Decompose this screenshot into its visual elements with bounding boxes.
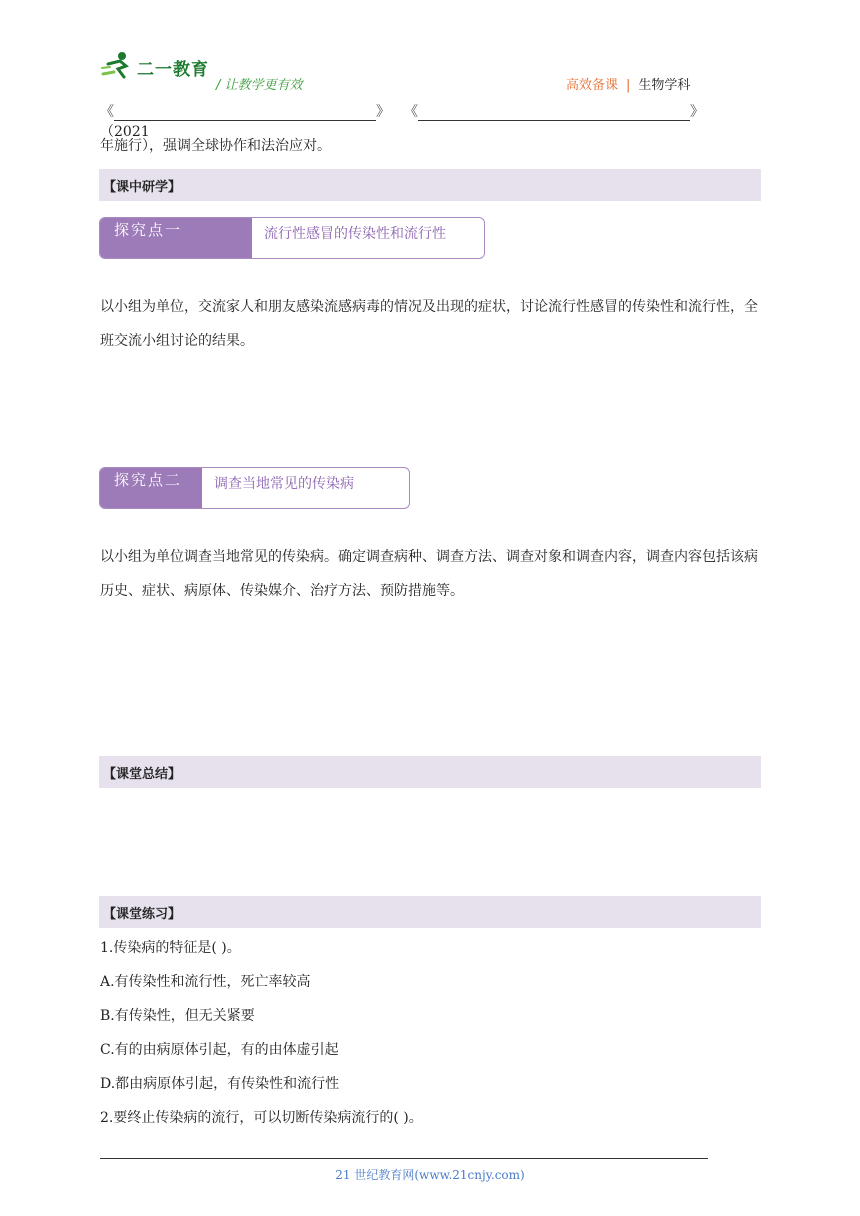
option-a: A.有传染性和流行性，死亡率较高: [100, 974, 311, 990]
explore-1-text: 以小组为单位，交流家人和朋友感染流感病毒的情况及出现的症状，讨论流行性感冒的传染性和流行性，全班交流小组讨论的结果。: [100, 299, 758, 349]
section-title: 【课堂总结】: [103, 767, 182, 782]
section-study: [99, 169, 761, 201]
header-label-prep: 高效备课: [566, 78, 619, 93]
question-1: 1.传染病的特征是( )。: [100, 940, 241, 956]
header-label-subject: 生物学科: [638, 78, 691, 93]
bracket-close: 》: [376, 104, 390, 120]
header-separator: |: [626, 78, 631, 93]
explore-tag-2: [99, 467, 410, 509]
explore-tag-label: 探究点二: [100, 468, 202, 508]
footer-link[interactable]: 21 世纪教育网(www.21cnjy.com): [335, 1168, 525, 1182]
bracket-open: 《: [100, 104, 114, 120]
explore-tag-label: 探究点一: [100, 218, 252, 258]
explore-tag-title: 流行性感冒的传染性和流行性: [264, 226, 446, 242]
footer-divider: [100, 1158, 708, 1159]
section-practice: [99, 896, 761, 928]
fill-blank[interactable]: [114, 106, 376, 121]
option-d: D.都由病原体引起，有传染性和流行性: [100, 1076, 340, 1092]
runner-icon: [100, 50, 136, 80]
explore-2-text: 以小组为单位调查当地常见的传染病。确定调查病种、调查方法、调查对象和调查内容，调查内容包括该病历史、症状、病原体、传染媒介、治疗方法、预防措施等。: [100, 549, 758, 599]
option-c: C.有的由病原体引起，有的由体虚引起: [100, 1042, 339, 1058]
intro-line-2: 年施行），强调全球协作和法治应对。: [100, 138, 331, 154]
section-title: 【课堂练习】: [103, 907, 182, 922]
slogan: / 让教学更有效: [216, 78, 303, 93]
question-2: 2.要终止传染病的流行，可以切断传染病流行的( )。: [100, 1110, 423, 1126]
bracket-open: 《: [404, 104, 418, 120]
intro-year: （2021: [100, 124, 150, 140]
explore-tag-1: [99, 217, 485, 259]
section-summary: [99, 756, 761, 788]
bracket-close: 》: [690, 104, 704, 120]
option-b: B.有传染性，但无关紧要: [100, 1008, 255, 1024]
logo-text: 二一教育: [137, 60, 209, 80]
explore-tag-title: 调查当地常见的传染病: [214, 476, 354, 492]
intro-line: [100, 101, 762, 140]
section-title: 【课中研学】: [103, 180, 182, 195]
header-subject: [566, 74, 690, 93]
fill-blank[interactable]: [418, 106, 690, 121]
